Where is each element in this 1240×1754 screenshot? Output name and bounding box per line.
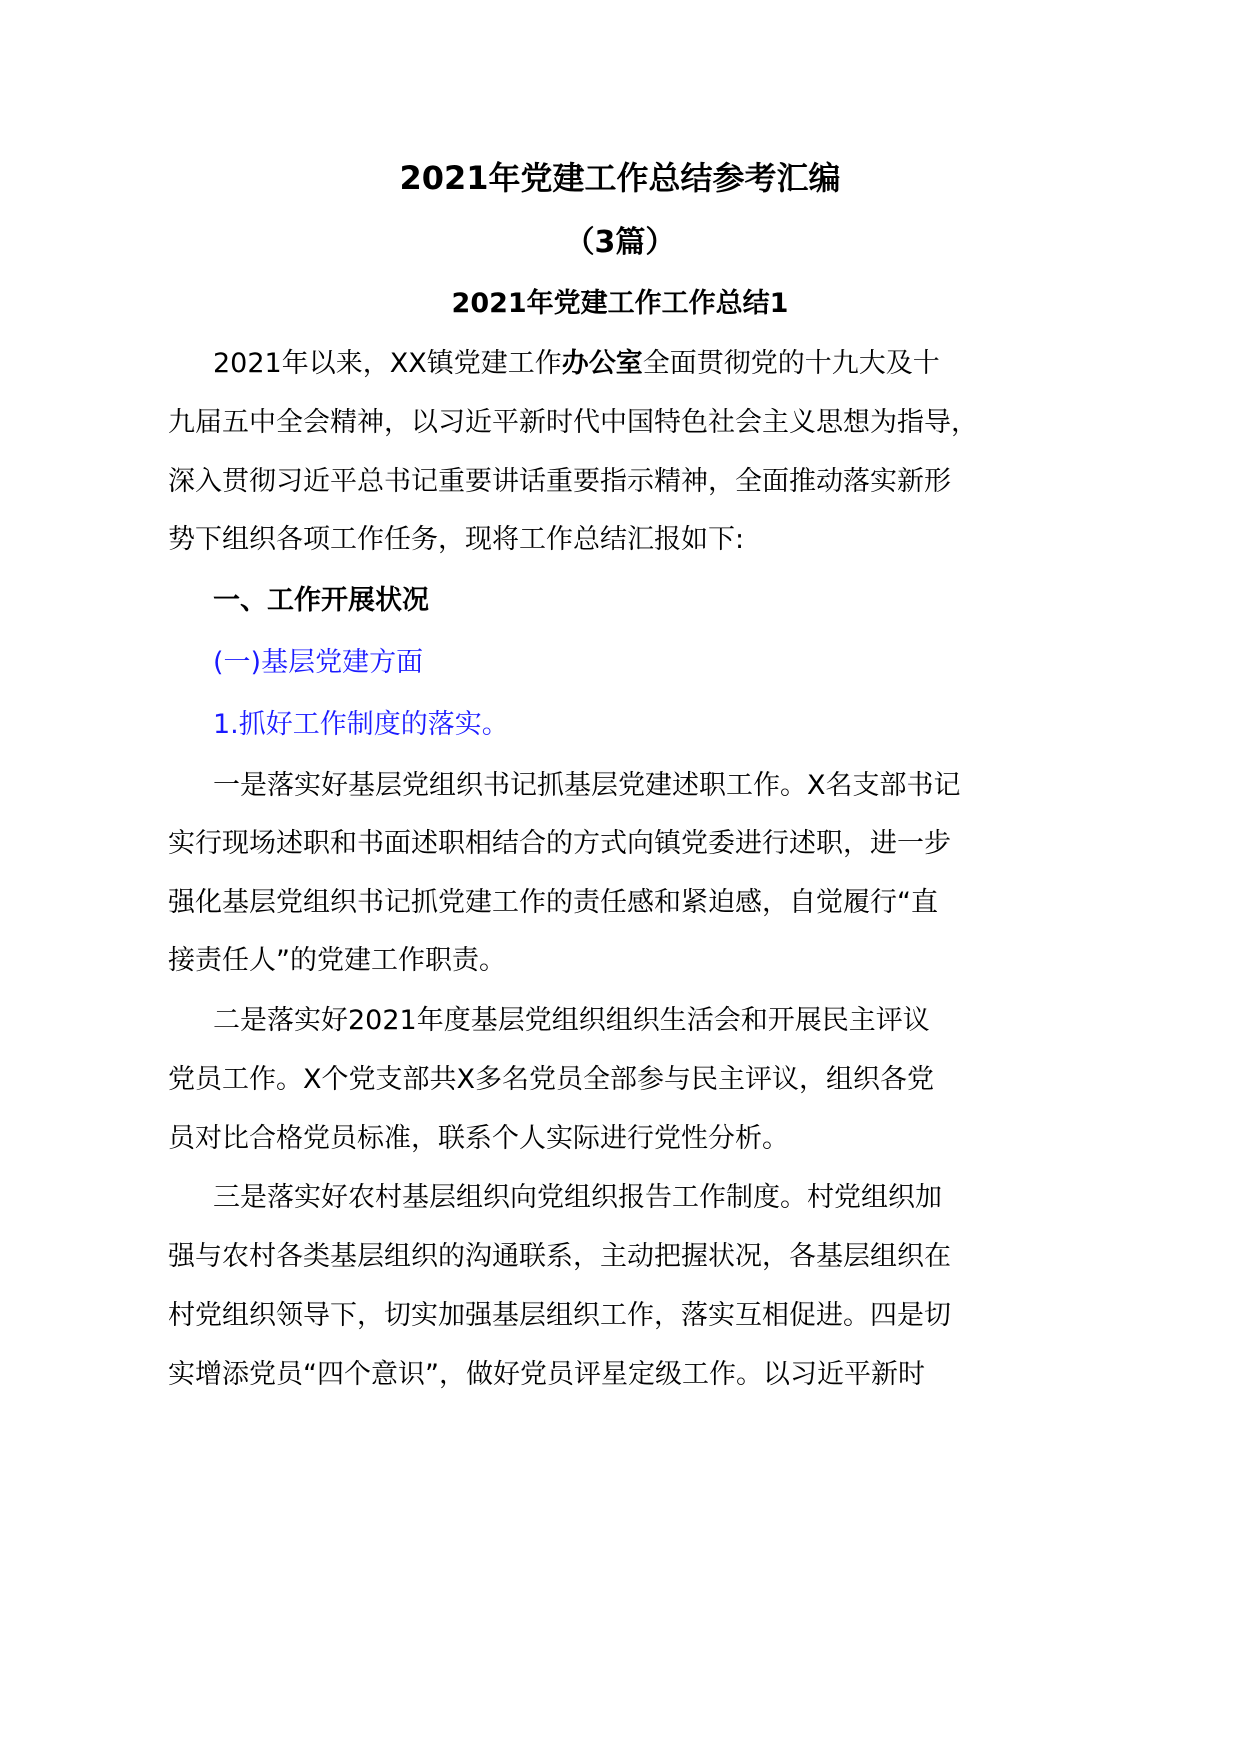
section-title: 2021年党建工作工作总结1 <box>451 288 789 319</box>
para2-line-2: 党员工作。X个党支部共X多名党员全部参与民主评议，组织各党 <box>168 1064 934 1095</box>
intro-line-2: 九届五中全会精神，以习近平新时代中国特色社会主义思想为指导， <box>168 407 978 438</box>
para1-line-3: 强化基层党组织书记抓党建工作的责任感和紧迫感，自觉履行“直 <box>168 887 938 918</box>
document-title: 2021年党建工作总结参考汇编 <box>399 159 841 197</box>
para2-line-1: 二是落实好2021年度基层党组织组织生活会和开展民主评议 <box>213 1005 930 1036</box>
para3-line-4: 实增添党员“四个意识”，做好党员评星定级工作。以习近平新时 <box>168 1359 925 1390</box>
intro-text-before: 2021年以来，XX镇党建工作 <box>213 348 562 379</box>
intro-line-1 <box>213 346 940 382</box>
para3-line-1: 三是落实好农村基层组织向党组织报告工作制度。村党组织加 <box>213 1182 942 1213</box>
para3-line-2: 强与农村各类基层组织的沟通联系，主动把握状况，各基层组织在 <box>168 1241 951 1272</box>
para2-line-3: 员对比合格党员标准，联系个人实际进行党性分析。 <box>168 1123 789 1154</box>
intro-text-after: 全面贯彻党的十九大及十 <box>642 348 940 379</box>
heading-level-3: 1.抓好工作制度的落实。 <box>213 709 509 740</box>
para1-line-4: 接责任人”的党建工作职责。 <box>168 945 506 976</box>
heading-level-2: (一)基层党建方面 <box>213 647 424 678</box>
document-subtitle: （3篇） <box>564 225 676 260</box>
intro-text-bold: 办公室 <box>561 348 643 379</box>
para1-line-2: 实行现场述职和书面述职相结合的方式向镇党委进行述职，进一步 <box>168 828 951 859</box>
intro-line-3: 深入贯彻习近平总书记重要讲话重要指示精神，全面推动落实新形 <box>168 466 951 497</box>
para3-line-3: 村党组织领导下，切实加强基层组织工作，落实互相促进。四是切 <box>168 1300 951 1331</box>
heading-level-1: 一、工作开展状况 <box>213 585 429 616</box>
intro-line-4: 势下组织各项工作任务，现将工作总结汇报如下: <box>168 524 745 555</box>
para1-line-1: 一是落实好基层党组织书记抓基层党建述职工作。X名支部书记 <box>213 770 961 801</box>
